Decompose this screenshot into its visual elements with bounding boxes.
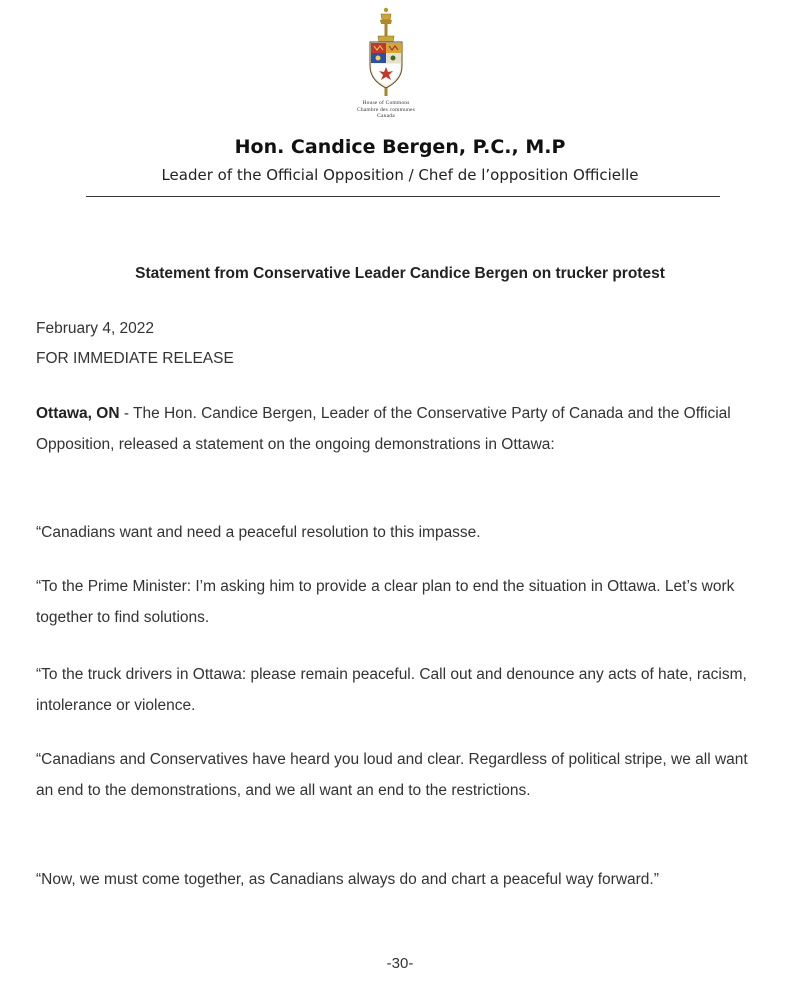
leader-title: Leader of the Official Opposition / Chef de l’opposition Officielle — [161, 166, 639, 184]
header-divider — [86, 196, 720, 197]
release-headline: Statement from Conservative Leader Candice Bergen on trucker protest — [135, 265, 665, 282]
statement-paragraph: “Now, we must come together, as Canadians always do and chart a peaceful way forward.” — [36, 871, 659, 888]
dateline: Ottawa, ON — [36, 405, 120, 422]
end-mark: -30- — [386, 955, 414, 972]
leader-name: Hon. Candice Bergen, P.C., M.P — [234, 136, 566, 158]
release-line: FOR IMMEDIATE RELEASE — [36, 350, 234, 367]
statement-paragraph: “Canadians want and need a peaceful resolution to this impasse. — [36, 524, 481, 541]
intro-paragraph — [36, 398, 766, 460]
crest-caption-line: Chambre des communes — [356, 106, 416, 113]
statement-paragraph: “To the truck drivers in Ottawa: please remain peaceful. Call out and denounce any acts of hate, racism, intolerance or violence. — [36, 666, 747, 714]
release-date: February 4, 2022 — [36, 320, 155, 337]
intro-text: - The Hon. Candice Bergen, Leader of the Conservative Party of Canada and the Official Opposition, released a statement on the ongoing demonstrations in Ottawa: — [36, 405, 731, 453]
house-of-commons-crest-icon — [360, 6, 412, 98]
crest-caption-line: House of Commons — [362, 100, 410, 106]
crest-caption-line: Canada — [377, 113, 395, 119]
statement-paragraph: “To the Prime Minister: I’m asking him to provide a clear plan to end the situation in Ottawa. Let’s work together to find solutions. — [36, 578, 735, 626]
crest-caption — [300, 100, 472, 120]
statement-paragraph: “Canadians and Conservatives have heard you loud and clear. Regardless of political stripe, we all want an end to the demonstrations, and we all want an end to the restrictions. — [36, 751, 748, 799]
